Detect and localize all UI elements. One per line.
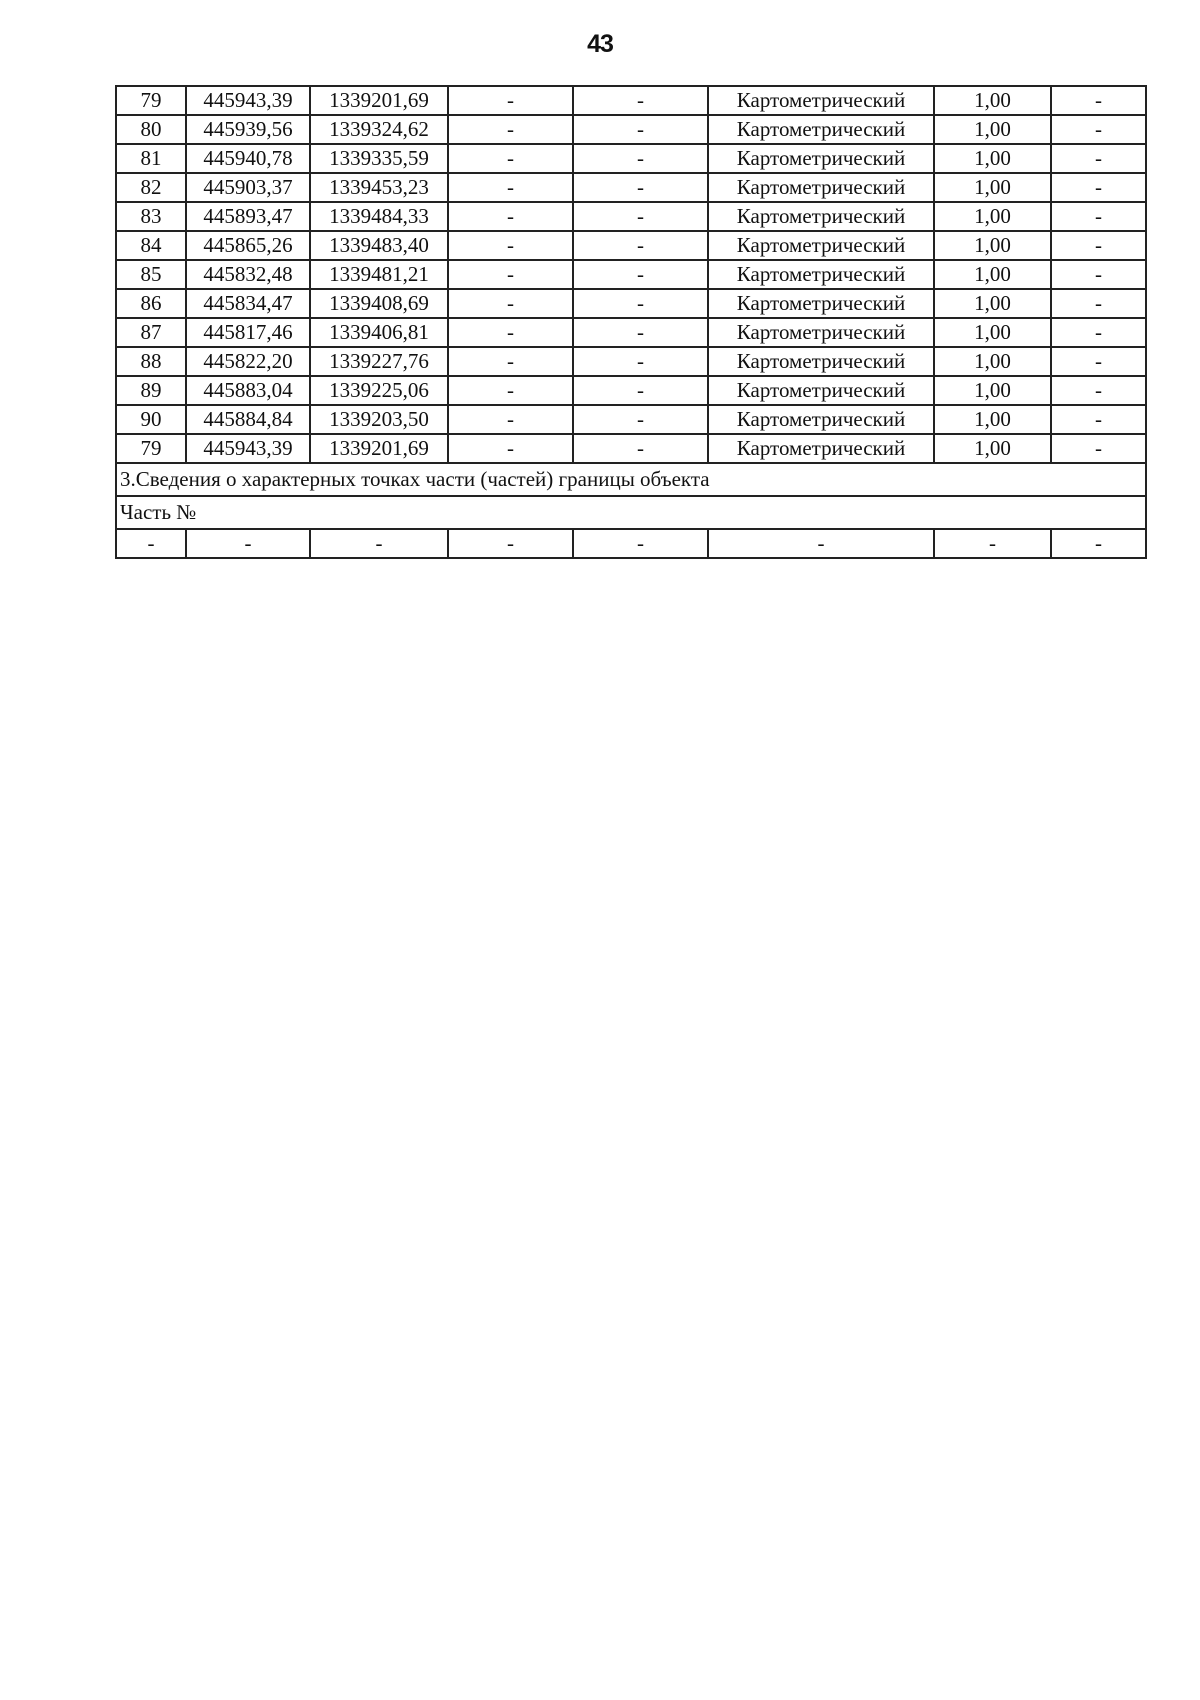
x-coordinate-cell: 445940,78 bbox=[186, 144, 310, 173]
x-coordinate-cell: 445832,48 bbox=[186, 260, 310, 289]
y-coordinate-cell: 1339483,40 bbox=[310, 231, 448, 260]
blank-col-5-cell: - bbox=[573, 318, 708, 347]
table-row bbox=[116, 231, 1146, 260]
point-number-cell: 86 bbox=[116, 289, 186, 318]
method-cell: Картометрический bbox=[708, 318, 934, 347]
blank-col-5-cell: - bbox=[573, 347, 708, 376]
part-label-row bbox=[116, 496, 1146, 529]
section-body bbox=[116, 463, 1146, 529]
x-coordinate-cell: 445884,84 bbox=[186, 405, 310, 434]
method-cell: Картометрический bbox=[708, 173, 934, 202]
blank-col-4-cell: - bbox=[448, 376, 573, 405]
point-number-cell: 80 bbox=[116, 115, 186, 144]
blank-col-5-cell: - bbox=[573, 289, 708, 318]
part-cell: - bbox=[116, 529, 186, 558]
x-coordinate-cell: 445865,26 bbox=[186, 231, 310, 260]
y-coordinate-cell: 1339335,59 bbox=[310, 144, 448, 173]
table-row bbox=[116, 260, 1146, 289]
description-cell: - bbox=[1051, 318, 1146, 347]
blank-col-4-cell: - bbox=[448, 144, 573, 173]
blank-col-4-cell: - bbox=[448, 434, 573, 463]
x-coordinate-cell: 445939,56 bbox=[186, 115, 310, 144]
description-cell: - bbox=[1051, 260, 1146, 289]
method-cell: Картометрический bbox=[708, 144, 934, 173]
description-cell: - bbox=[1051, 115, 1146, 144]
table-row bbox=[116, 289, 1146, 318]
part-label: Часть № bbox=[116, 496, 1146, 529]
x-coordinate-cell: 445943,39 bbox=[186, 434, 310, 463]
y-coordinate-cell: 1339201,69 bbox=[310, 86, 448, 115]
table-row bbox=[116, 144, 1146, 173]
section-heading: 3.Сведения о характерных точках части (частей) границы объекта bbox=[116, 463, 1146, 496]
blank-col-5-cell: - bbox=[573, 115, 708, 144]
accuracy-cell: 1,00 bbox=[934, 376, 1051, 405]
description-cell: - bbox=[1051, 231, 1146, 260]
blank-col-5-cell: - bbox=[573, 202, 708, 231]
method-cell: Картометрический bbox=[708, 405, 934, 434]
section-heading-row bbox=[116, 463, 1146, 496]
method-cell: Картометрический bbox=[708, 289, 934, 318]
accuracy-cell: 1,00 bbox=[934, 86, 1051, 115]
x-coordinate-cell: 445822,20 bbox=[186, 347, 310, 376]
coordinates-table-body bbox=[116, 86, 1146, 463]
blank-col-4-cell: - bbox=[448, 347, 573, 376]
part-cell: - bbox=[573, 529, 708, 558]
point-number-cell: 90 bbox=[116, 405, 186, 434]
point-number-cell: 87 bbox=[116, 318, 186, 347]
table-row bbox=[116, 347, 1146, 376]
accuracy-cell: 1,00 bbox=[934, 405, 1051, 434]
x-coordinate-cell: 445943,39 bbox=[186, 86, 310, 115]
y-coordinate-cell: 1339324,62 bbox=[310, 115, 448, 144]
table-row bbox=[116, 405, 1146, 434]
accuracy-cell: 1,00 bbox=[934, 144, 1051, 173]
description-cell: - bbox=[1051, 405, 1146, 434]
table-row bbox=[116, 115, 1146, 144]
part-row bbox=[116, 529, 1146, 558]
method-cell: Картометрический bbox=[708, 231, 934, 260]
method-cell: Картометрический bbox=[708, 434, 934, 463]
blank-col-4-cell: - bbox=[448, 231, 573, 260]
x-coordinate-cell: 445883,04 bbox=[186, 376, 310, 405]
table-row bbox=[116, 434, 1146, 463]
method-cell: Картометрический bbox=[708, 376, 934, 405]
part-cell: - bbox=[934, 529, 1051, 558]
accuracy-cell: 1,00 bbox=[934, 260, 1051, 289]
x-coordinate-cell: 445817,46 bbox=[186, 318, 310, 347]
accuracy-cell: 1,00 bbox=[934, 173, 1051, 202]
point-number-cell: 89 bbox=[116, 376, 186, 405]
blank-col-5-cell: - bbox=[573, 260, 708, 289]
y-coordinate-cell: 1339481,21 bbox=[310, 260, 448, 289]
blank-col-4-cell: - bbox=[448, 318, 573, 347]
method-cell: Картометрический bbox=[708, 347, 934, 376]
y-coordinate-cell: 1339225,06 bbox=[310, 376, 448, 405]
blank-col-4-cell: - bbox=[448, 260, 573, 289]
part-cell: - bbox=[1051, 529, 1146, 558]
y-coordinate-cell: 1339203,50 bbox=[310, 405, 448, 434]
method-cell: Картометрический bbox=[708, 115, 934, 144]
accuracy-cell: 1,00 bbox=[934, 289, 1051, 318]
blank-col-4-cell: - bbox=[448, 173, 573, 202]
y-coordinate-cell: 1339408,69 bbox=[310, 289, 448, 318]
point-number-cell: 82 bbox=[116, 173, 186, 202]
table-row bbox=[116, 173, 1146, 202]
blank-col-4-cell: - bbox=[448, 405, 573, 434]
accuracy-cell: 1,00 bbox=[934, 202, 1051, 231]
blank-col-4-cell: - bbox=[448, 115, 573, 144]
blank-col-4-cell: - bbox=[448, 86, 573, 115]
method-cell: Картометрический bbox=[708, 202, 934, 231]
y-coordinate-cell: 1339201,69 bbox=[310, 434, 448, 463]
point-number-cell: 88 bbox=[116, 347, 186, 376]
y-coordinate-cell: 1339227,76 bbox=[310, 347, 448, 376]
blank-col-5-cell: - bbox=[573, 434, 708, 463]
blank-col-5-cell: - bbox=[573, 86, 708, 115]
table-row bbox=[116, 202, 1146, 231]
description-cell: - bbox=[1051, 202, 1146, 231]
coordinates-table bbox=[115, 85, 1147, 559]
method-cell: Картометрический bbox=[708, 260, 934, 289]
accuracy-cell: 1,00 bbox=[934, 318, 1051, 347]
point-number-cell: 79 bbox=[116, 86, 186, 115]
description-cell: - bbox=[1051, 289, 1146, 318]
part-cell: - bbox=[708, 529, 934, 558]
x-coordinate-cell: 445834,47 bbox=[186, 289, 310, 318]
x-coordinate-cell: 445903,37 bbox=[186, 173, 310, 202]
point-number-cell: 83 bbox=[116, 202, 186, 231]
point-number-cell: 79 bbox=[116, 434, 186, 463]
part-cell: - bbox=[448, 529, 573, 558]
table-row bbox=[116, 376, 1146, 405]
table-row bbox=[116, 86, 1146, 115]
part-cell: - bbox=[310, 529, 448, 558]
description-cell: - bbox=[1051, 376, 1146, 405]
table-row bbox=[116, 318, 1146, 347]
page-number: 43 bbox=[587, 30, 613, 58]
description-cell: - bbox=[1051, 434, 1146, 463]
accuracy-cell: 1,00 bbox=[934, 115, 1051, 144]
blank-col-5-cell: - bbox=[573, 231, 708, 260]
y-coordinate-cell: 1339484,33 bbox=[310, 202, 448, 231]
blank-col-5-cell: - bbox=[573, 405, 708, 434]
blank-col-5-cell: - bbox=[573, 173, 708, 202]
blank-col-5-cell: - bbox=[573, 376, 708, 405]
description-cell: - bbox=[1051, 86, 1146, 115]
accuracy-cell: 1,00 bbox=[934, 434, 1051, 463]
point-number-cell: 81 bbox=[116, 144, 186, 173]
y-coordinate-cell: 1339406,81 bbox=[310, 318, 448, 347]
blank-col-4-cell: - bbox=[448, 289, 573, 318]
part-table-body bbox=[116, 529, 1146, 558]
part-cell: - bbox=[186, 529, 310, 558]
point-number-cell: 85 bbox=[116, 260, 186, 289]
x-coordinate-cell: 445893,47 bbox=[186, 202, 310, 231]
accuracy-cell: 1,00 bbox=[934, 347, 1051, 376]
description-cell: - bbox=[1051, 173, 1146, 202]
method-cell: Картометрический bbox=[708, 86, 934, 115]
y-coordinate-cell: 1339453,23 bbox=[310, 173, 448, 202]
blank-col-5-cell: - bbox=[573, 144, 708, 173]
description-cell: - bbox=[1051, 347, 1146, 376]
accuracy-cell: 1,00 bbox=[934, 231, 1051, 260]
blank-col-4-cell: - bbox=[448, 202, 573, 231]
point-number-cell: 84 bbox=[116, 231, 186, 260]
description-cell: - bbox=[1051, 144, 1146, 173]
